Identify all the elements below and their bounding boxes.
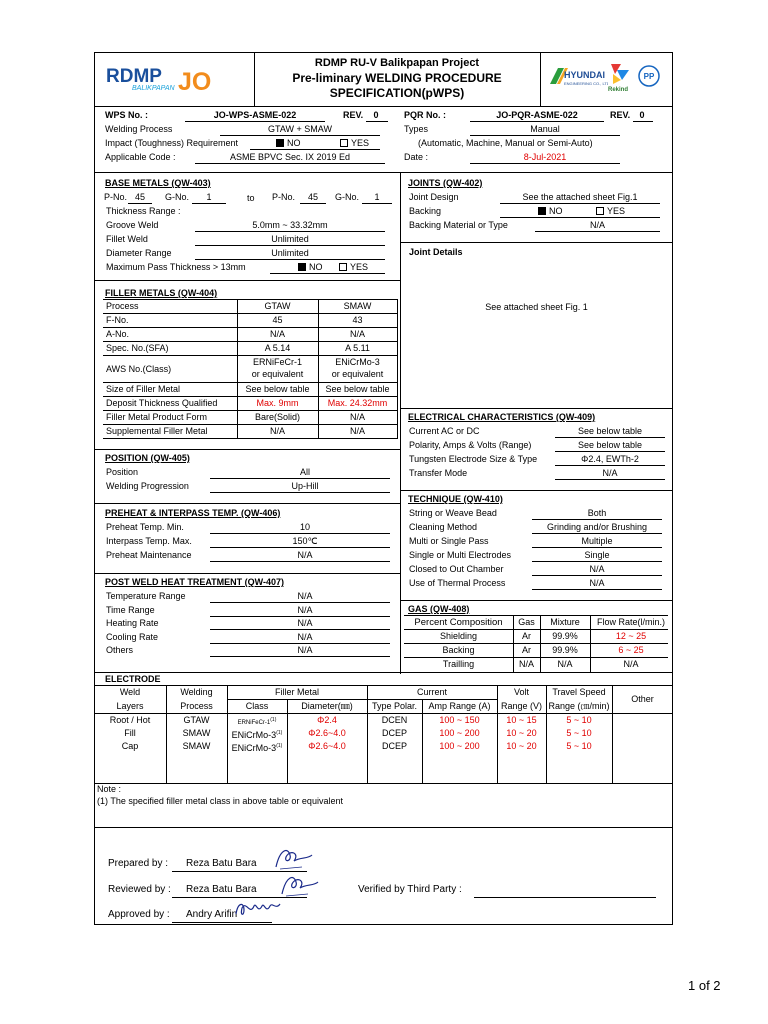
reviewed-by-name: Reza Batu Bara bbox=[186, 884, 257, 895]
filler-gtaw-cell: See below table bbox=[245, 384, 310, 394]
preheat-row-value: 10 bbox=[299, 522, 310, 532]
electrode-polarity: DCEN bbox=[381, 715, 408, 725]
technique-title: TECHNIQUE (QW-410) bbox=[408, 494, 503, 504]
svg-text:PP: PP bbox=[643, 72, 655, 81]
electrode-class: ENiCrMo-3$^{(1)}$ bbox=[231, 730, 283, 740]
svg-text:BALIKPAPAN: BALIKPAPAN bbox=[132, 85, 175, 92]
electrode-header: Range (㎝/min) bbox=[548, 701, 610, 711]
g-no-label-2: G-No. bbox=[335, 192, 360, 202]
electrode-header: Other bbox=[631, 694, 654, 704]
pwht-row-label: Temperature Range bbox=[106, 591, 186, 601]
filler-gtaw-cell: A 5.14 bbox=[264, 343, 291, 353]
gas-row-label: Backing bbox=[442, 645, 475, 655]
position-row-label: Position bbox=[106, 467, 139, 477]
impact-label: Impact (Toughness) Requirement bbox=[105, 138, 239, 148]
preheat-row-label: Preheat Temp. Min. bbox=[106, 522, 184, 532]
checkbox-checked-icon bbox=[538, 207, 546, 215]
pp-logo bbox=[637, 64, 661, 88]
filler-gtaw-cell: 45 bbox=[272, 315, 283, 325]
technique-row-value: Both bbox=[587, 508, 607, 518]
to-label: to bbox=[247, 193, 255, 203]
approved-by-label: Approved by : bbox=[108, 909, 170, 920]
aws-gtaw-line2: or equivalent bbox=[251, 369, 304, 379]
gas-header: Gas bbox=[518, 617, 535, 627]
electrode-speed: 5 ~ 10 bbox=[566, 715, 592, 725]
electrode-volt: 10 ~ 15 bbox=[506, 715, 537, 725]
rdmp-logo bbox=[106, 63, 212, 93]
preheat-row-label: Preheat Maintenance bbox=[106, 550, 192, 560]
electrode-header: Travel Speed bbox=[552, 687, 606, 697]
wps-rev-value: 0 bbox=[373, 110, 379, 120]
electrode-amp: 100 ~ 200 bbox=[439, 728, 480, 738]
joints-title: JOINTS (QW-402) bbox=[408, 178, 483, 188]
note-text: (1) The specified filler metal class in above table or equivalent bbox=[97, 796, 343, 806]
applicable-code-label: Applicable Code : bbox=[105, 152, 176, 162]
electrical-row-label: Transfer Mode bbox=[409, 468, 468, 478]
electrode-class: ENiCrMo-3$^{(1)}$ bbox=[231, 743, 283, 753]
filler-metals-title: FILLER METALS (QW-404) bbox=[105, 288, 218, 298]
electrode-amp: 100 ~ 200 bbox=[439, 741, 480, 751]
filler-smaw-cell: N/A bbox=[349, 329, 365, 339]
electrode-layer: Fill bbox=[124, 728, 136, 738]
technique-row-label: Closed to Out Chamber bbox=[409, 564, 504, 574]
electrode-header: Current bbox=[416, 687, 447, 697]
reviewed-by-label: Reviewed by : bbox=[108, 884, 171, 895]
electrode-diameter: Φ2.6~4.0 bbox=[308, 728, 346, 738]
pwht-row-value: N/A bbox=[297, 645, 313, 655]
technique-row-value: Grinding and/or Brushing bbox=[546, 522, 648, 532]
backing-label: Backing bbox=[409, 206, 442, 216]
checkbox-checked-icon bbox=[298, 263, 306, 271]
electrical-row-value: Φ2.4, EWTh-2 bbox=[581, 454, 639, 464]
joint-design-value: See the attached sheet Fig.1 bbox=[522, 192, 638, 202]
electrode-header: Volt bbox=[513, 687, 529, 697]
gas-row-flow: 6 ~ 25 bbox=[618, 645, 644, 655]
svg-text:RDMP: RDMP bbox=[106, 66, 162, 87]
gas-row-flow: 12 ~ 25 bbox=[615, 631, 647, 641]
filler-smaw-cell: Max. 24.32mm bbox=[327, 398, 388, 408]
technique-row-value: Single bbox=[584, 550, 610, 560]
technique-row-label: Use of Thermal Process bbox=[409, 578, 506, 588]
filler-gtaw-cell: N/A bbox=[269, 329, 285, 339]
position-row-value: Up-Hill bbox=[291, 481, 319, 491]
date-value: 8-Jul-2021 bbox=[523, 152, 567, 162]
position-row-label: Welding Progression bbox=[106, 481, 189, 491]
electrical-row-label: Polarity, Amps & Volts (Range) bbox=[409, 440, 532, 450]
electrode-header: Amp Range (A) bbox=[428, 701, 491, 711]
wps-rev-label: REV. bbox=[343, 110, 364, 120]
pwht-row-value: N/A bbox=[297, 605, 313, 615]
prepared-by-label: Prepared by : bbox=[108, 858, 169, 869]
fillet-weld-label: Fillet Weld bbox=[106, 234, 148, 244]
gas-row-gas: Ar bbox=[522, 645, 531, 655]
p-no-value-1: 45 bbox=[134, 192, 145, 202]
electrode-process: SMAW bbox=[182, 741, 211, 751]
gas-header: Mixture bbox=[550, 617, 580, 627]
electrical-row-value: See below table bbox=[577, 426, 643, 436]
p-no-value-2: 45 bbox=[307, 192, 318, 202]
aws-smaw-line1: ENiCrMo-3 bbox=[335, 357, 380, 367]
joint-details-label: Joint Details bbox=[409, 247, 463, 257]
svg-text:JO: JO bbox=[178, 68, 212, 93]
pwht-row-label: Cooling Rate bbox=[106, 632, 159, 642]
max-pass-yes-option[interactable]: YES bbox=[339, 262, 368, 273]
electrode-process: GTAW bbox=[183, 715, 210, 725]
electrode-volt: 10 ~ 20 bbox=[506, 728, 537, 738]
filler-gtaw-cell: N/A bbox=[269, 426, 285, 436]
electrode-class: ERNiFeCr-1$^{(1)}$ bbox=[237, 717, 277, 726]
backing-material-label: Backing Material or Type bbox=[409, 220, 508, 230]
gas-title: GAS (QW-408) bbox=[408, 604, 470, 614]
fillet-weld-value: Unlimited bbox=[271, 234, 309, 244]
doc-title-2: SPECIFICATION(pWPS) bbox=[329, 86, 465, 100]
date-label: Date : bbox=[404, 152, 429, 162]
rekind-logo bbox=[607, 60, 633, 94]
types-label: Types bbox=[404, 124, 429, 134]
prepared-by-name: Reza Batu Bara bbox=[186, 858, 257, 869]
gas-row-label: Shielding bbox=[439, 631, 478, 641]
types-note: (Automatic, Machine, Manual or Semi-Auto) bbox=[418, 138, 593, 148]
technique-row-value: Multiple bbox=[581, 536, 613, 546]
technique-row-label: Multi or Single Pass bbox=[409, 536, 489, 546]
page-number: 1 of 2 bbox=[688, 978, 721, 993]
wps-no-label: WPS No. : bbox=[105, 110, 148, 120]
electrode-diameter: Φ2.6~4.0 bbox=[308, 741, 346, 751]
electrode-header: Welding bbox=[180, 687, 213, 697]
pqr-no-value: JO-PQR-ASME-022 bbox=[496, 110, 578, 120]
max-pass-no-option[interactable]: NO bbox=[298, 262, 323, 273]
electrode-polarity: DCEP bbox=[381, 741, 407, 751]
svg-text:ENGINEERING CO., LTD.: ENGINEERING CO., LTD. bbox=[564, 81, 608, 86]
gas-row-gas: N/A bbox=[518, 659, 534, 669]
electrical-row-label: Tungsten Electrode Size & Type bbox=[409, 454, 538, 464]
electrode-amp: 100 ~ 150 bbox=[439, 715, 480, 725]
electrode-volt: 10 ~ 20 bbox=[506, 741, 537, 751]
applicable-code-value: ASME BPVC Sec. IX 2019 Ed bbox=[229, 152, 351, 162]
electrical-row-value: N/A bbox=[602, 468, 618, 478]
electrode-layer: Cap bbox=[121, 741, 139, 751]
doc-title-1: Pre-liminary WELDING PROCEDURE bbox=[292, 71, 502, 85]
pwht-title: POST WELD HEAT TREATMENT (QW-407) bbox=[105, 577, 284, 587]
p-no-label-2: P-No. bbox=[272, 192, 296, 202]
welding-process-label: Welding Process bbox=[105, 124, 173, 134]
impact-yes-option[interactable]: YES bbox=[340, 138, 369, 149]
impact-no-option[interactable]: NO bbox=[276, 138, 301, 149]
electrode-header: Type Polar. bbox=[371, 701, 418, 711]
technique-row-value: N/A bbox=[589, 578, 605, 588]
gas-row-label: Trailling bbox=[442, 659, 475, 669]
position-title: POSITION (QW-405) bbox=[105, 453, 190, 463]
max-pass-label: Maximum Pass Thickness > 13mm bbox=[106, 262, 246, 272]
preheat-title: PREHEAT & INTERPASS TEMP. (QW-406) bbox=[105, 508, 281, 518]
filler-smaw-cell: See below table bbox=[325, 384, 390, 394]
electrical-title: ELECTRICAL CHARACTERISTICS (QW-409) bbox=[408, 412, 596, 422]
svg-text:Rekind: Rekind bbox=[608, 87, 629, 93]
backing-material-value: N/A bbox=[589, 220, 605, 230]
groove-weld-value: 5.0mm ~ 33.32mm bbox=[252, 220, 328, 230]
pqr-rev-value: 0 bbox=[639, 110, 645, 120]
g-no-label-1: G-No. bbox=[165, 192, 190, 202]
electrode-diameter: Φ2.4 bbox=[317, 715, 337, 725]
g-no-value-1: 1 bbox=[206, 192, 212, 202]
hyundai-logo bbox=[548, 62, 608, 94]
preheat-row-value: 150℃ bbox=[292, 536, 318, 546]
pqr-no-label: PQR No. : bbox=[404, 110, 446, 120]
pwht-row-value: N/A bbox=[297, 618, 313, 628]
checkbox-empty-icon bbox=[596, 207, 604, 215]
filler-row-label: Size of Filler Metal bbox=[106, 384, 181, 394]
filler-gtaw-cell: GTAW bbox=[264, 301, 291, 311]
filler-smaw-cell: N/A bbox=[349, 412, 365, 422]
technique-row-label: Single or Multi Electrodes bbox=[409, 550, 512, 560]
checkbox-empty-icon bbox=[339, 263, 347, 271]
pwht-row-value: N/A bbox=[297, 591, 313, 601]
note-label: Note : bbox=[97, 784, 122, 794]
joint-details-value: See attached sheet Fig. 1 bbox=[485, 302, 588, 312]
gas-row-mixture: 99.9% bbox=[552, 631, 578, 641]
electrode-header: Process bbox=[180, 701, 213, 711]
wps-no-value: JO-WPS-ASME-022 bbox=[213, 110, 297, 120]
filler-row-label: Filler Metal Product Form bbox=[106, 412, 208, 422]
filler-row-label: Spec. No.(SFA) bbox=[106, 343, 169, 353]
preheat-row-value: N/A bbox=[297, 550, 313, 560]
types-value: Manual bbox=[530, 124, 560, 134]
backing-no-option[interactable]: NO bbox=[538, 206, 563, 217]
joint-design-label: Joint Design bbox=[409, 192, 459, 202]
technique-row-label: Cleaning Method bbox=[409, 522, 478, 532]
diameter-range-label: Diameter Range bbox=[106, 248, 172, 258]
position-row-value: All bbox=[299, 467, 310, 477]
electrode-layer: Root / Hot bbox=[109, 715, 151, 725]
checkbox-checked-icon bbox=[276, 139, 284, 147]
filler-row-label: Deposit Thickness Qualified bbox=[106, 398, 218, 408]
pwht-row-label: Heating Rate bbox=[106, 618, 159, 628]
electrode-header: Filler Metal bbox=[274, 687, 319, 697]
approved-signature bbox=[232, 896, 284, 922]
approved-by-name: Andry Arifin bbox=[186, 909, 238, 920]
electrode-header: Range (V) bbox=[500, 701, 543, 711]
electrode-header: Diameter(㎜) bbox=[301, 701, 353, 711]
filler-row-label: F-No. bbox=[106, 315, 129, 325]
filler-smaw-cell: N/A bbox=[349, 426, 365, 436]
aws-smaw-line2: or equivalent bbox=[331, 369, 384, 379]
preheat-row-label: Interpass Temp. Max. bbox=[106, 536, 192, 546]
technique-row-value: N/A bbox=[589, 564, 605, 574]
diameter-range-value: Unlimited bbox=[271, 248, 309, 258]
electrode-process: SMAW bbox=[182, 728, 211, 738]
technique-row-label: String or Weave Bead bbox=[409, 508, 497, 518]
filler-smaw-cell: 43 bbox=[352, 315, 363, 325]
filler-smaw-cell: A 5.11 bbox=[345, 343, 370, 353]
verified-by-label: Verified by Third Party : bbox=[358, 884, 462, 895]
electrical-row-label: Current AC or DC bbox=[409, 426, 480, 436]
gas-header: Flow Rate(l/min.) bbox=[596, 617, 665, 627]
p-no-label-1: P-No. bbox=[104, 192, 128, 202]
backing-yes-option[interactable]: YES bbox=[596, 206, 625, 217]
electrode-speed: 5 ~ 10 bbox=[566, 741, 592, 751]
filler-smaw-cell: SMAW bbox=[343, 301, 372, 311]
aws-gtaw-line1: ERNiFeCr-1 bbox=[252, 357, 302, 367]
filler-row-label: A-No. bbox=[106, 329, 130, 339]
thickness-range-label: Thickness Range : bbox=[106, 206, 181, 216]
electrical-row-value: See below table bbox=[577, 440, 643, 450]
electrode-speed: 5 ~ 10 bbox=[566, 728, 592, 738]
electrode-title: ELECTRODE bbox=[105, 674, 161, 684]
g-no-value-2: 1 bbox=[374, 192, 380, 202]
project-title: RDMP RU-V Balikpapan Project bbox=[314, 57, 480, 69]
gas-row-mixture: N/A bbox=[557, 659, 573, 669]
electrode-header: Layers bbox=[116, 701, 144, 711]
svg-text:HYUNDAI: HYUNDAI bbox=[564, 70, 606, 80]
aws-class-label: AWS No.(Class) bbox=[106, 364, 172, 374]
gas-row-gas: Ar bbox=[522, 631, 531, 641]
filler-row-label: Supplemental Filler Metal bbox=[106, 426, 208, 436]
electrode-header: Weld bbox=[119, 687, 141, 697]
checkbox-empty-icon bbox=[340, 139, 348, 147]
gas-row-flow: N/A bbox=[623, 659, 639, 669]
groove-weld-label: Groove Weld bbox=[106, 220, 159, 230]
gas-header: Percent Composition bbox=[414, 617, 503, 628]
filler-row-label: Process bbox=[106, 301, 139, 311]
pwht-row-value: N/A bbox=[297, 632, 313, 642]
filler-gtaw-cell: Bare(Solid) bbox=[254, 412, 301, 422]
filler-gtaw-cell: Max. 9mm bbox=[256, 398, 299, 408]
pqr-rev-label: REV. bbox=[610, 110, 631, 120]
electrode-polarity: DCEP bbox=[381, 728, 407, 738]
pwht-row-label: Time Range bbox=[106, 605, 155, 615]
electrode-header: Class bbox=[245, 701, 269, 711]
base-metals-title: BASE METALS (QW-403) bbox=[105, 178, 211, 188]
gas-row-mixture: 99.9% bbox=[552, 645, 578, 655]
welding-process-value: GTAW + SMAW bbox=[268, 124, 332, 134]
prepared-signature bbox=[270, 843, 316, 873]
pwht-row-label: Others bbox=[106, 645, 134, 655]
